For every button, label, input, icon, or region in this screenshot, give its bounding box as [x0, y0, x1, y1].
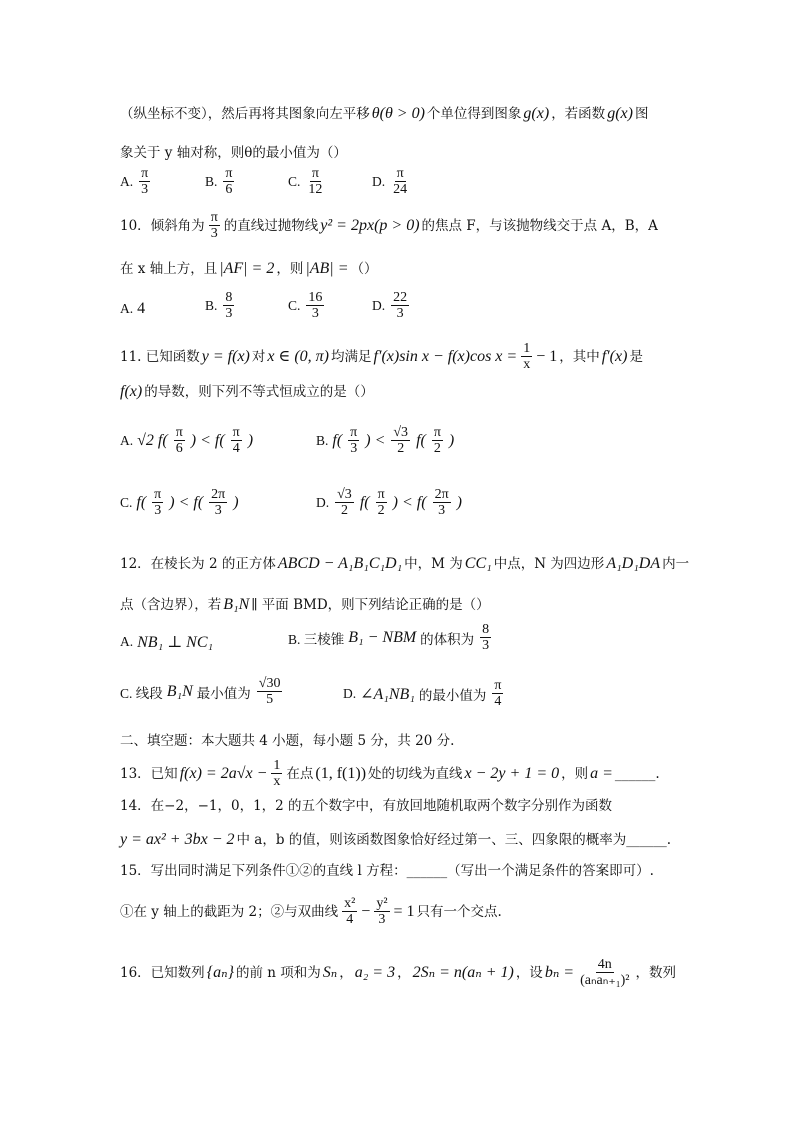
math: f(x) = 2a√x −: [179, 765, 268, 783]
denominator: 4: [494, 694, 502, 710]
q9-option-c: [288, 166, 326, 198]
math: ): [233, 493, 239, 511]
q15-line-1: [120, 863, 678, 879]
q12-line-2: [120, 595, 678, 614]
q11-option-d: [316, 487, 462, 519]
math: f(: [136, 493, 147, 511]
numerator: π: [494, 678, 502, 693]
fraction: [209, 210, 220, 242]
option-label: C.: [288, 173, 301, 189]
math: x − 2y + 1 = 0: [464, 765, 560, 783]
numerator: √3: [337, 487, 352, 502]
q9-line-2: [120, 145, 678, 161]
denominator: 3: [482, 638, 490, 654]
denominator: 3: [378, 912, 386, 928]
denominator: 3: [154, 503, 162, 519]
text: 12．在棱长为 2 的正方体: [120, 555, 276, 572]
option-label: B. 三棱锥: [288, 631, 345, 647]
numerator: π: [311, 166, 319, 181]
math: ): [448, 431, 455, 449]
text: 内一: [662, 555, 690, 572]
math: a₂ = 3: [354, 964, 396, 982]
fraction: [433, 487, 451, 519]
option-label: B.: [205, 297, 218, 313]
math: ) < f(: [190, 431, 225, 449]
math: g(x): [607, 105, 633, 122]
text: 14．在−2，−1，0，1，2 的五个数字中，有放回地随机取两个数字分别作为函数: [120, 798, 613, 814]
fraction: [306, 166, 324, 198]
text: 只有一个交点.: [416, 903, 502, 920]
q12-line-1: [120, 554, 690, 573]
fraction: [231, 425, 242, 457]
section-heading: [120, 733, 678, 749]
text: 在点: [286, 765, 314, 782]
denominator: 3: [141, 182, 149, 198]
fraction: [480, 622, 491, 654]
q16-line: [120, 957, 678, 989]
text: 13．已知: [120, 765, 178, 782]
numerator: π: [141, 166, 149, 181]
math: y = ax² + 3bx − 2: [120, 831, 235, 848]
q15-line-2: [120, 896, 678, 928]
option-label: C. 线段: [120, 685, 163, 701]
math: {aₙ}: [206, 964, 234, 982]
numerator: 1: [523, 341, 531, 356]
math: ) <: [365, 431, 386, 449]
numerator: 22: [393, 290, 408, 305]
denominator: 3: [438, 503, 446, 519]
q10-option-a: [120, 300, 145, 318]
fraction: [391, 166, 409, 198]
fraction: [432, 425, 443, 457]
fraction: [342, 896, 357, 928]
numerator: π: [210, 210, 218, 225]
math: B₁N: [223, 596, 250, 613]
fraction: [374, 896, 389, 928]
option-label: C.: [120, 494, 133, 510]
text: ，: [397, 964, 411, 981]
text: 均满足: [331, 348, 372, 365]
denominator: x: [273, 774, 281, 790]
denominator: 6: [225, 182, 233, 198]
denominator: (aₙaₙ₊₁)²: [580, 973, 630, 989]
numerator: 16: [308, 290, 323, 305]
q9-line-1: [120, 104, 678, 123]
denominator: 2: [433, 441, 441, 457]
option-label: D.: [316, 494, 330, 510]
text: 个单位得到图象: [426, 105, 522, 122]
fraction: [306, 290, 324, 322]
q12-option-d: [343, 678, 505, 710]
numerator: π: [225, 166, 233, 181]
numerator: π: [433, 425, 441, 440]
math: = 1: [393, 903, 415, 921]
math: bₙ =: [544, 964, 575, 982]
text: ∥ 平面 BMD，则下列结论正确的是（）: [251, 596, 490, 613]
math: f(: [359, 493, 370, 511]
option-label: B.: [316, 432, 329, 448]
numerator: π: [377, 487, 385, 502]
denominator: 2: [377, 503, 385, 519]
q9-option-a: [120, 166, 152, 198]
q14-line-1: [120, 798, 678, 814]
math: A₁D₁DA: [606, 555, 661, 572]
text: ______.: [614, 765, 660, 782]
text: 最小值为: [196, 685, 251, 701]
math: a =: [590, 765, 613, 783]
fraction: [152, 487, 163, 519]
q9-option-d: [372, 166, 411, 198]
q10-line-2: [120, 259, 678, 278]
text: 在 x 轴上方，且: [120, 260, 218, 277]
math: y² = 2px(p > 0): [320, 217, 420, 235]
denominator: x: [523, 357, 531, 373]
math: ) < f(: [392, 493, 427, 511]
option-label: B.: [205, 173, 218, 189]
text: 象关于 y 轴对称，则θ的最小值为（）: [120, 145, 347, 161]
denominator: 2: [340, 503, 348, 519]
q10-option-b: [205, 290, 236, 322]
text: ，数列: [635, 964, 676, 981]
fraction: [271, 758, 282, 790]
math: Sₙ: [322, 964, 338, 982]
numerator: y²: [376, 896, 388, 911]
q13-line: [120, 758, 678, 790]
fraction: [492, 678, 503, 710]
text: ，若函数: [551, 105, 606, 122]
fraction: [257, 676, 283, 708]
text: （纵坐标不变），然后再将其图象向左平移: [120, 105, 370, 122]
math: f′(x)sin x − f(x)cos x =: [373, 348, 518, 366]
text: 的体积为: [420, 631, 475, 647]
fraction: [521, 341, 532, 373]
q12-option-a: [120, 632, 213, 652]
fraction: [376, 487, 387, 519]
q10-option-c: [288, 290, 326, 322]
fraction: [174, 425, 185, 457]
text: （）: [350, 260, 378, 277]
denominator: 4: [346, 912, 354, 928]
option-label: D.: [343, 685, 357, 701]
math: NB₁ ⊥ NC₁: [137, 634, 214, 651]
denominator: 12: [308, 182, 323, 198]
q11-option-a: [120, 425, 253, 457]
numerator: π: [232, 425, 240, 440]
text: ①在 y 轴上的截距为 2；②与双曲线: [120, 903, 339, 920]
math: f(: [416, 431, 426, 449]
text: ，则: [561, 765, 589, 782]
denominator: 3: [214, 503, 222, 519]
math: f(: [332, 431, 343, 449]
numerator: 1: [273, 758, 281, 773]
option-label: A.: [120, 634, 134, 649]
numerator: 2π: [211, 487, 226, 502]
numerator: π: [175, 425, 183, 440]
math: (1, f(1)): [315, 765, 367, 783]
q10-option-d: [372, 290, 411, 322]
numerator: √3: [393, 425, 409, 440]
q11-option-c: [120, 487, 239, 519]
q12-option-c: [120, 676, 284, 708]
fraction: [578, 957, 631, 989]
math: g(x): [523, 105, 550, 122]
numerator: √30: [258, 676, 281, 691]
text: 的前 n 项和为: [235, 964, 321, 981]
math: θ(θ > 0): [371, 105, 425, 122]
option-label: A.: [120, 173, 134, 189]
math: f(x): [120, 383, 143, 400]
denominator: 24: [393, 182, 408, 198]
denominator: 2: [397, 441, 405, 457]
fraction: [391, 290, 409, 322]
text: 11. 已知函数: [120, 348, 200, 365]
text: ，则: [276, 260, 304, 277]
text: 16．已知数列: [120, 964, 205, 981]
math: ) < f(: [169, 493, 204, 511]
text: 的焦点 F，与该抛物线交于点 A，B，A: [421, 217, 658, 234]
math: √2 f(: [137, 431, 168, 449]
text: 是: [629, 348, 643, 365]
q11-option-b: [316, 425, 454, 457]
numerator: 2π: [434, 487, 449, 502]
math: − 1: [536, 348, 558, 366]
denominator: 5: [266, 692, 274, 708]
text: 15．写出同时满足下列条件①②的直线 l 方程：______（写出一个满足条件的答案即可）.: [120, 863, 654, 879]
text: ，其中: [559, 348, 600, 365]
text: ，: [339, 964, 353, 981]
numerator: 8: [482, 622, 490, 637]
q11-line-2: [120, 382, 678, 401]
numerator: π: [396, 166, 404, 181]
numerator: π: [350, 425, 358, 440]
option-label: A.: [120, 301, 134, 316]
math: B₁N: [166, 682, 193, 700]
option-value: 4: [137, 300, 146, 317]
math: x ∈ (0, π): [267, 348, 329, 366]
math: |AB| =: [305, 260, 349, 277]
fraction: [348, 425, 359, 457]
math: ): [247, 431, 254, 449]
fraction: [139, 166, 150, 198]
math: ): [456, 493, 462, 511]
text: ，设: [515, 964, 543, 981]
text: 中 a，b 的值，则该函数图象恰好经过第一、三、四象限的概率为______.: [236, 831, 672, 848]
text: 10．倾斜角为: [120, 217, 205, 234]
text: 点（含边界），若: [120, 596, 222, 613]
q12-option-b: [288, 622, 493, 654]
q11-line-1: [120, 341, 678, 373]
option-label: D.: [372, 297, 386, 313]
fraction: [391, 425, 410, 457]
option-label: C.: [288, 297, 301, 313]
numerator: x²: [344, 896, 356, 911]
text: 的导数，则下列不等式恒成立的是（）: [144, 383, 374, 400]
math: ABCD − A₁B₁C₁D₁: [277, 555, 403, 572]
text: 图: [634, 105, 649, 122]
math: CC₁: [464, 555, 492, 572]
option-label: D.: [372, 173, 386, 189]
denominator: 6: [175, 441, 183, 457]
fraction: [223, 166, 234, 198]
math: B₁ − NBM: [348, 628, 417, 646]
q14-line-2: [120, 830, 678, 849]
denominator: 4: [232, 441, 240, 457]
text: 的最小值为: [418, 687, 487, 703]
text: 中，M 为: [404, 555, 463, 572]
fraction: [223, 290, 234, 322]
numerator: 4n: [597, 957, 612, 972]
math: ∠A₁NB₁: [360, 685, 415, 703]
math: y = f(x): [201, 348, 250, 366]
numerator: 8: [225, 290, 233, 305]
math: 2Sₙ = n(aₙ + 1): [412, 964, 514, 982]
q10-line-1: [120, 210, 678, 242]
math: −: [361, 903, 371, 921]
denominator: 3: [350, 441, 358, 457]
math: f′(x): [601, 348, 628, 366]
option-label: A.: [120, 432, 134, 448]
text: 处的切线为直线: [368, 765, 463, 782]
text: 对: [251, 348, 266, 365]
q9-option-b: [205, 166, 236, 198]
math: |AF| = 2: [219, 260, 275, 277]
fraction: [335, 487, 354, 519]
denominator: 3: [225, 306, 233, 322]
denominator: 3: [311, 306, 319, 322]
denominator: 3: [210, 226, 218, 242]
fraction: [209, 487, 227, 519]
numerator: π: [154, 487, 162, 502]
text: 中点，N 为四边形: [493, 555, 605, 572]
denominator: 3: [396, 306, 404, 322]
text: 的直线过抛物线: [223, 217, 319, 234]
text: 二、填空题：本大题共 4 小题，每小题 5 分，共 20 分.: [120, 733, 455, 749]
